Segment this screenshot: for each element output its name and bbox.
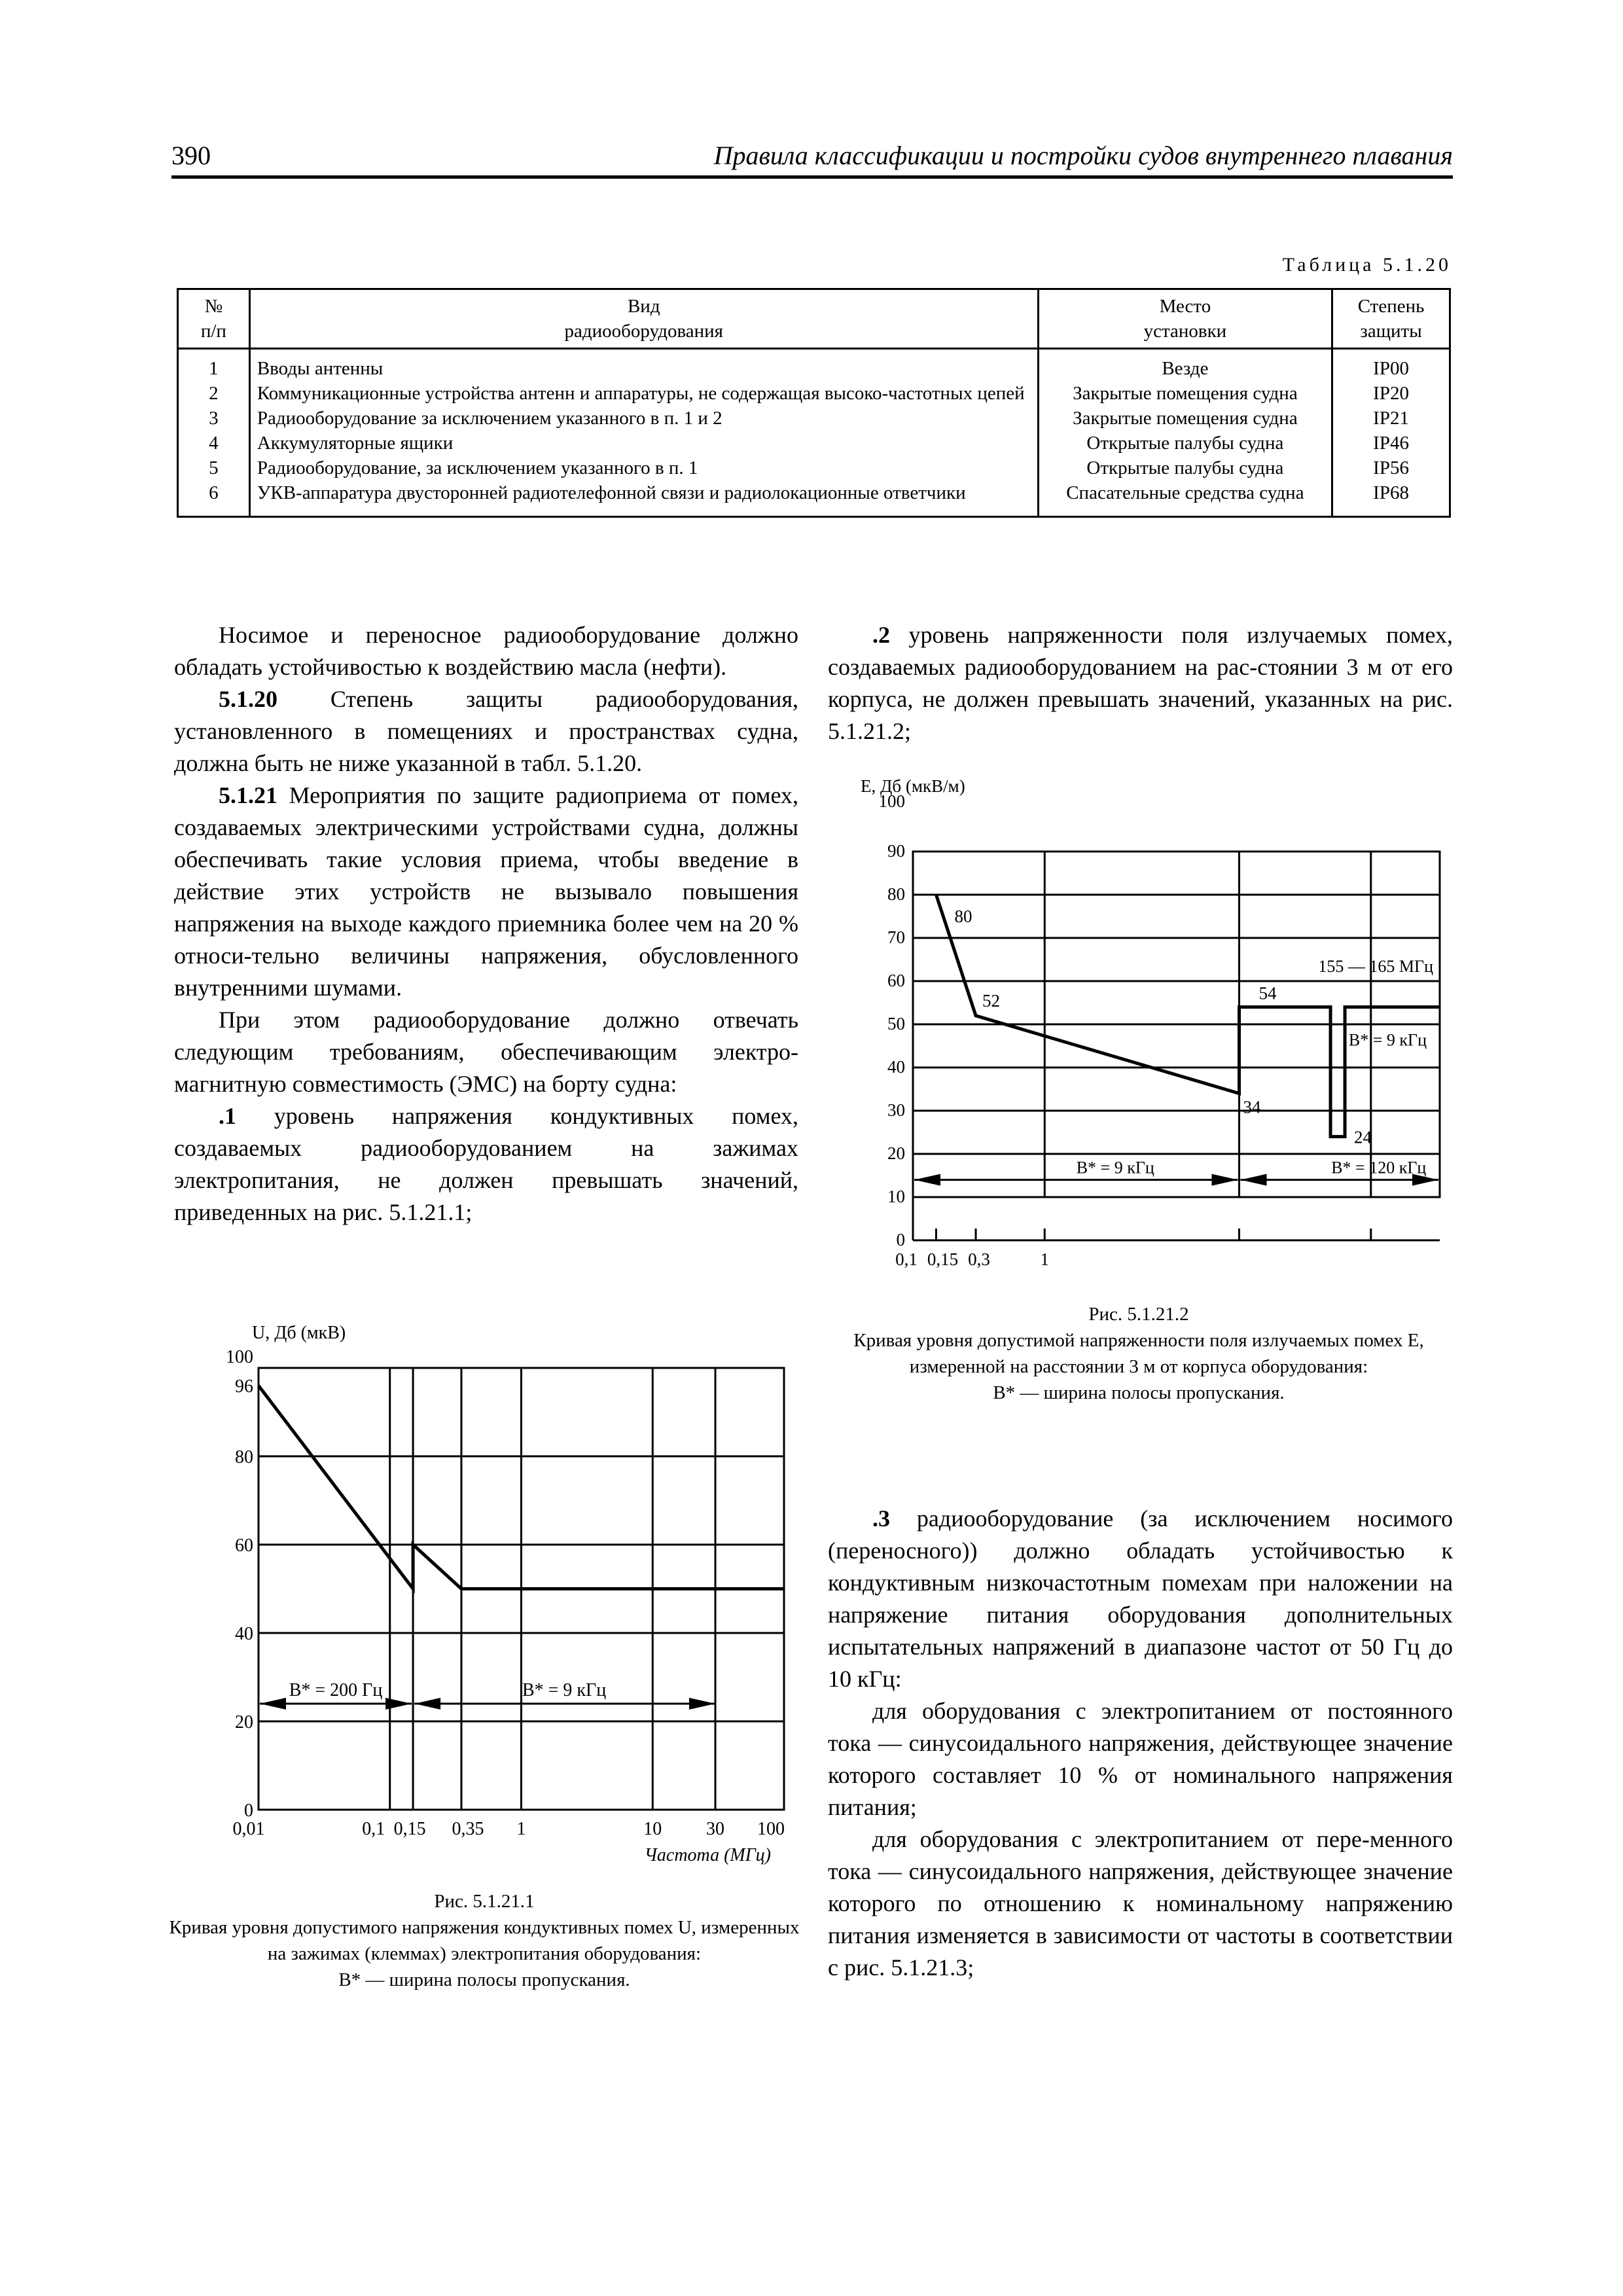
y-tick-label: 20 (887, 1143, 905, 1163)
paragraph: При этом радиооборудование должно отвечать следующим требованиям, обеспечивающим электро-магнитную совместимость (ЭМС) на борту судна: (174, 1007, 798, 1097)
x-tick-label: 0,01 (232, 1819, 265, 1839)
y-tick-label: 80 (887, 884, 905, 904)
x-tick-label: 0,35 (452, 1819, 484, 1839)
row-number: 5 (178, 456, 250, 480)
point-label-34: 34 (1243, 1097, 1261, 1117)
figure-2-caption-text: Кривая уровня допустимой напряженности поля излучаемых помех E, измеренной на расстоянии 3 м от корпуса оборудования: (853, 1330, 1424, 1377)
figure-1-caption (164, 1888, 805, 1993)
x-tick-label: 0,3 (968, 1249, 990, 1269)
point-label-54: 54 (1258, 983, 1277, 1003)
y-tick-label: 50 (887, 1014, 905, 1033)
clause-number: .1 (219, 1103, 236, 1129)
bandwidth-arrow-head-left (914, 1174, 940, 1186)
x-tick-label: 0,15 (927, 1249, 959, 1269)
left-column-text (174, 619, 798, 1229)
bandwidth-arrow-head-left (1241, 1174, 1267, 1186)
table-row (178, 480, 1450, 517)
y-tick-label: 30 (887, 1100, 905, 1120)
point-label-52: 52 (982, 990, 1001, 1011)
paragraph-text: Мероприятия по защите радиоприема от помех, создаваемых электрическими устройствами судна, должны обеспечивать такие условия приема, чтобы введение в действие этих устройств не вызывало повышения напряжения на выходе каждого приемника более чем на 20 % относи-тельно величины напряжения, обусловленного внутренними шумами. (174, 782, 798, 1001)
figure-5-1-21-2 (851, 759, 1466, 1283)
paragraph (174, 780, 798, 1004)
row-number: 1 (178, 349, 250, 382)
table-header-row (178, 289, 1450, 349)
right-column-text-top (828, 619, 1453, 747)
install-place: Закрытые помещения судна (1038, 381, 1332, 406)
y-tick-label: 100 (878, 791, 905, 811)
equipment-type: Аккумуляторные ящики (249, 431, 1038, 456)
point-label-24: 24 (1354, 1127, 1372, 1147)
y-tick-label: 10 (887, 1187, 905, 1206)
install-place: Спасательные средства судна (1038, 480, 1332, 517)
x-tick-label: 30 (706, 1819, 725, 1839)
install-place: Открытые палубы судна (1038, 431, 1332, 456)
figure-1-caption-b: B* — ширина полосы пропускания. (338, 1969, 630, 1990)
bandwidth-label: B* = 120 кГц (1331, 1158, 1427, 1177)
equipment-type: Вводы антенны (249, 349, 1038, 382)
point-label-80: 80 (954, 906, 972, 926)
y-tick-label: 60 (887, 971, 905, 990)
page-number: 390 (171, 141, 211, 170)
y-tick-label: 40 (235, 1624, 253, 1644)
equipment-type: Радиооборудование, за исключением указанного в п. 1 (249, 456, 1038, 480)
col-header-num: № п/п (178, 289, 250, 349)
clause-number: .3 (872, 1505, 890, 1532)
y-tick-label: 80 (235, 1447, 253, 1467)
figure-1-number: Рис. 5.1.21.1 (434, 1891, 535, 1912)
y-tick-label: 100 (226, 1347, 253, 1367)
equipment-type: Радиооборудование за исключением указанного в п. 1 и 2 (249, 406, 1038, 431)
y-axis-label: U, Дб (мкВ) (252, 1323, 346, 1343)
x-tick-label: 100 (757, 1819, 785, 1839)
series-line (936, 895, 1440, 1137)
bandwidth-arrow-head-right (385, 1698, 412, 1710)
paragraph (828, 1503, 1453, 1695)
col-header-place: Место установки (1038, 289, 1332, 349)
bandwidth-label: B* = 9 кГц (522, 1680, 607, 1700)
paragraph (174, 1100, 798, 1229)
table-caption: Таблица 5.1.20 (1282, 254, 1452, 276)
clause-number: 5.1.20 (219, 686, 277, 712)
figure-1-caption-text: Кривая уровня допустимого напряжения кондуктивных помех U, измеренных на зажимах (клеммах) электропитания оборудования: (169, 1917, 800, 1964)
y-axis-label: E, Дб (мкВ/м) (861, 776, 965, 796)
table-row (178, 349, 1450, 382)
table-row (178, 431, 1450, 456)
protection-degree: IP20 (1332, 381, 1450, 406)
x-tick-label: 0,15 (393, 1819, 426, 1839)
y-tick-label: 60 (235, 1535, 253, 1556)
protection-degree: IP46 (1332, 431, 1450, 456)
bandwidth-label: B* = 9 кГц (1348, 1030, 1427, 1050)
running-title: Правила классификации и постройки судов внутреннего плавания (713, 141, 1453, 170)
table-row (178, 381, 1450, 406)
figure-2-caption-b: B* — ширина полосы пропускания. (993, 1382, 1285, 1403)
paragraph (828, 619, 1453, 747)
equipment-type: УКВ-аппаратура двусторонней радиотелефонной связи и радиолокационные ответчики (249, 480, 1038, 517)
paragraph: Носимое и переносное радиооборудование должно обладать устойчивостью к воздействию масла (нефти). (174, 622, 798, 680)
protection-degree: IP00 (1332, 349, 1450, 382)
protection-degree: IP56 (1332, 456, 1450, 480)
x-tick-label: 0,1 (362, 1819, 385, 1839)
figure-2-number: Рис. 5.1.21.2 (1088, 1304, 1189, 1325)
paragraph: для оборудования с электропитанием от пере-менного тока — синусоидального напряжения, действующее значение которого по отношению к номинальному напряжению питания изменяется в зависимости от частоты в соответствии с рис. 5.1.21.3; (828, 1826, 1453, 1981)
bandwidth-arrow-head-right (689, 1698, 715, 1710)
paragraph: для оборудования с электропитанием от постоянного тока — синусоидального напряжения, действующее значение которого составляет 10 % от номинального напряжения питания; (828, 1698, 1453, 1820)
table-row (178, 406, 1450, 431)
figure-2-caption (825, 1301, 1453, 1406)
y-tick-label: 70 (887, 927, 905, 947)
protection-degree: IP21 (1332, 406, 1450, 431)
row-number: 6 (178, 480, 250, 517)
x-tick-label: 10 (643, 1819, 662, 1839)
row-number: 4 (178, 431, 250, 456)
y-tick-label: 0 (896, 1230, 905, 1249)
y-tick-label: 96 (235, 1376, 253, 1397)
y-tick-label: 20 (235, 1712, 253, 1732)
equipment-type: Коммуникационные устройства антенн и аппаратуры, не содержащая высоко-частотных цепей (249, 381, 1038, 406)
y-tick-label: 40 (887, 1057, 905, 1077)
col-header-type: Вид радиооборудования (249, 289, 1038, 349)
paragraph-text: радиооборудование (за исключением носимого (переносного)) должно обладать устойчивостью к кондуктивным низкочастотным помехам при наложении на напряжение питания оборудования дополнительных испытательных напряжений в диапазоне частот от 50 Гц до 10 кГц: (828, 1505, 1453, 1692)
table-row (178, 456, 1450, 480)
bandwidth-arrow-head-left (414, 1698, 440, 1710)
x-tick-label: 0,1 (895, 1249, 918, 1269)
x-tick-label: 1 (1040, 1249, 1049, 1269)
y-tick-label: 90 (887, 841, 905, 861)
row-number: 2 (178, 381, 250, 406)
bandwidth-arrow-head-left (260, 1698, 286, 1710)
clause-number: .2 (872, 622, 890, 648)
frequency-range-label: 155 — 165 МГц (1318, 957, 1433, 977)
protection-table (177, 288, 1451, 518)
protection-degree: IP68 (1332, 480, 1450, 517)
bandwidth-label: B* = 9 кГц (1076, 1158, 1154, 1177)
figure-5-1-21-1 (164, 1316, 805, 1878)
install-place: Открытые палубы судна (1038, 456, 1332, 480)
bandwidth-arrow-head-right (1212, 1174, 1238, 1186)
col-header-ip: Степень защиты (1332, 289, 1450, 349)
y-tick-label: 0 (244, 1801, 253, 1821)
right-column-text-bottom (828, 1503, 1453, 1984)
x-axis-label: Частота (МГц) (644, 1845, 771, 1865)
x-tick-label: 1 (516, 1819, 526, 1839)
paragraph-text: уровень напряжения кондуктивных помех, создаваемых радиооборудованием на зажимах электропитания, не должен превышать значений, приведенных на рис. 5.1.21.1; (174, 1103, 798, 1225)
paragraph (174, 683, 798, 780)
install-place: Везде (1038, 349, 1332, 382)
header-rule (171, 175, 1453, 179)
paragraph-text: Степень защиты радиооборудования, установленного в помещениях и пространствах судна, должна быть не ниже указанной в табл. 5.1.20. (174, 686, 798, 776)
paragraph-text: уровень напряженности поля излучаемых помех, создаваемых радиооборудованием на рас-стоянии 3 м от его корпуса, не должен превышать значений, указанных на рис. 5.1.21.2; (828, 622, 1453, 744)
row-number: 3 (178, 406, 250, 431)
install-place: Закрытые помещения судна (1038, 406, 1332, 431)
clause-number: 5.1.21 (219, 782, 277, 808)
bandwidth-label: B* = 200 Гц (289, 1680, 383, 1700)
